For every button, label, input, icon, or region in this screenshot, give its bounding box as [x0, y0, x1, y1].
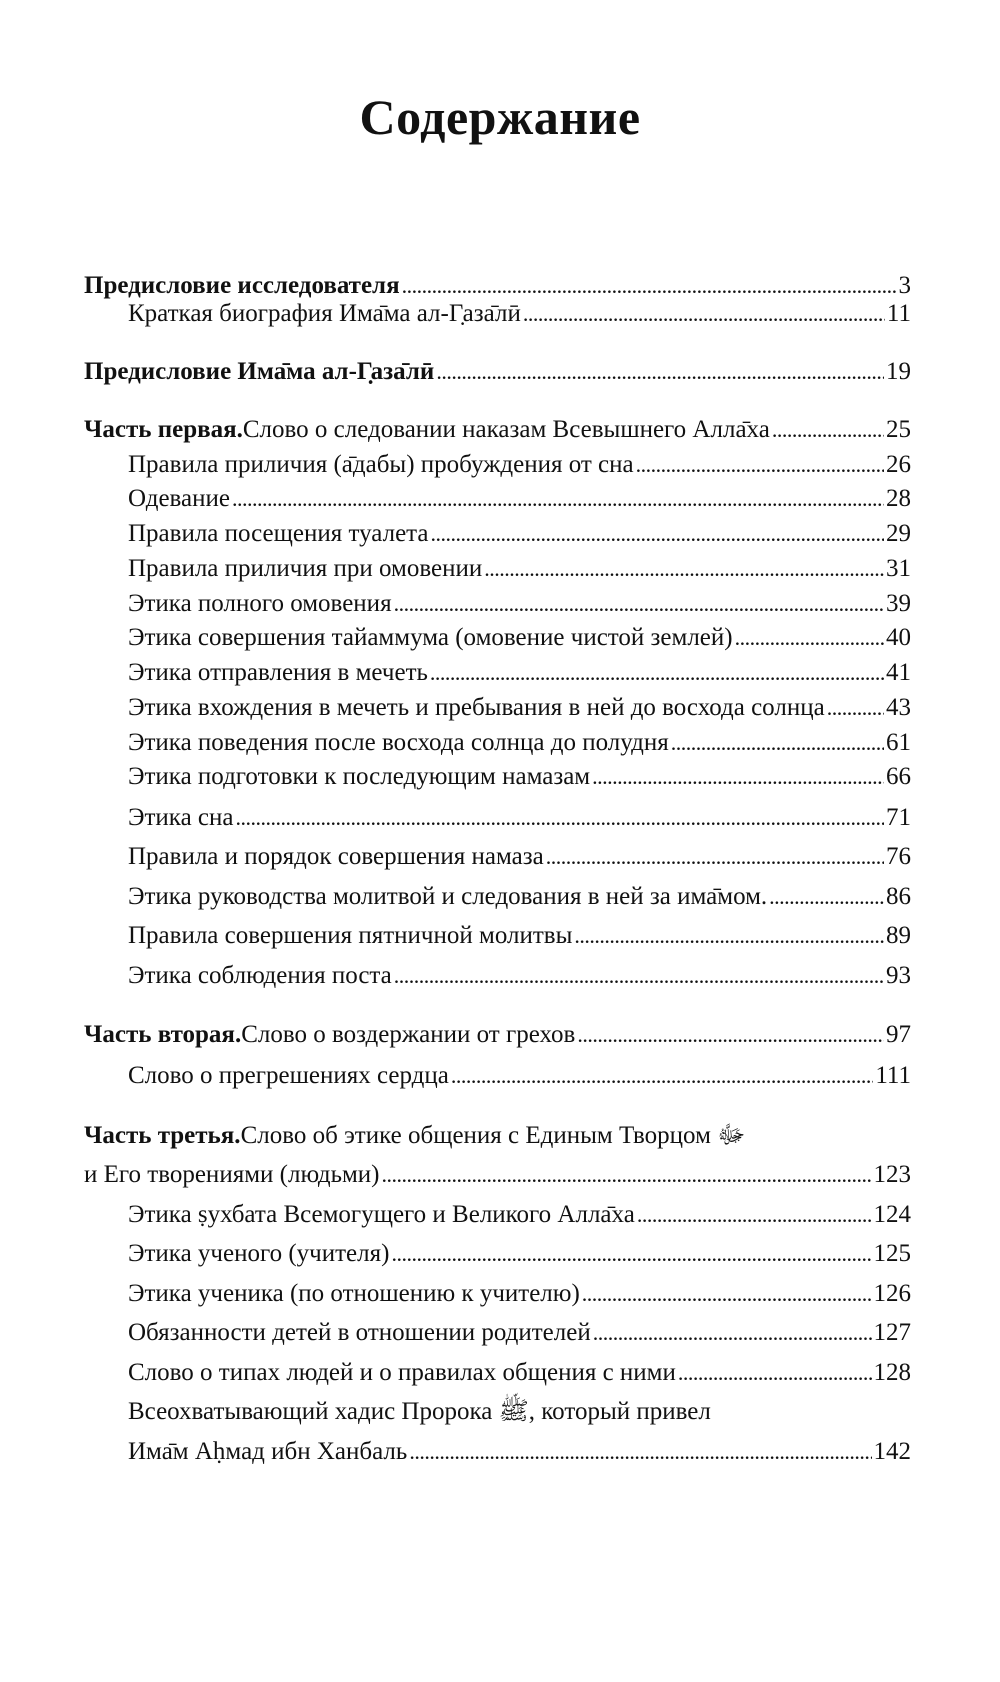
leader-dots: [409, 1434, 871, 1470]
toc-entry-text: Этика поведения после восхода солнца до полудня: [128, 729, 669, 756]
toc-page-number: 26: [886, 451, 911, 478]
toc-entry[interactable]: [84, 586, 911, 622]
toc-entry[interactable]: [84, 447, 911, 483]
leader-dots: [678, 1355, 872, 1391]
toc-entry[interactable]: [84, 879, 911, 915]
leader-dots: [574, 918, 884, 954]
toc-entry-text: Этика совершения тайаммума (омовение чистой землей): [128, 624, 733, 651]
toc-page-number: 124: [873, 1201, 911, 1228]
toc-entry[interactable]: [84, 800, 911, 836]
leader-dots: [382, 1157, 872, 1193]
toc-page-number: 41: [886, 659, 911, 686]
toc-entry-text: Этика полного омовения: [128, 590, 392, 617]
toc-entry[interactable]: [84, 1315, 911, 1351]
toc-entry[interactable]: [84, 1236, 911, 1272]
toc-entry-text: Правила приличия при омовении: [128, 555, 483, 582]
toc-entry-text: Этика сна: [128, 804, 234, 831]
toc-entry[interactable]: [84, 1394, 911, 1430]
toc-page-number: 76: [886, 843, 911, 870]
toc-entry[interactable]: [84, 1434, 911, 1470]
leader-dots: [391, 1236, 871, 1272]
toc-entry-text: Слово о следовании наказам Всевышнего Алла̄ха: [242, 416, 770, 443]
toc-page-number: 123: [873, 1161, 911, 1188]
toc-entry[interactable]: [84, 759, 911, 795]
toc-entry[interactable]: [84, 1197, 911, 1233]
toc-entry[interactable]: [84, 296, 911, 332]
toc-entry-text: Обязанности детей в отношении родителей: [128, 1319, 591, 1346]
toc-page-number: 40: [886, 624, 911, 651]
toc-entry[interactable]: [84, 481, 911, 517]
leader-dots: [236, 800, 885, 836]
toc-entry-text: Слово об этике общения с Единым Творцом ﷻ: [240, 1122, 746, 1149]
toc-entry-text: Этика ṣухбата Всемогущего и Великого Алла̄ха: [128, 1201, 635, 1228]
leader-dots: [232, 481, 884, 517]
toc-page-number: 11: [886, 300, 911, 327]
toc-entry[interactable]: [84, 516, 911, 552]
leader-dots: [769, 879, 884, 915]
toc-page-number: 25: [886, 416, 911, 443]
leader-dots: [546, 839, 884, 875]
toc-entry[interactable]: [84, 620, 911, 656]
toc-entry[interactable]: [84, 551, 911, 587]
toc-page-number: 3: [898, 272, 911, 299]
toc-entry-text: Всеохватывающий хадис Пророка ﷺ, который привел: [128, 1398, 711, 1425]
toc-page-number: 126: [873, 1280, 911, 1307]
toc-page-number: 89: [886, 922, 911, 949]
toc-page-number: 125: [873, 1240, 911, 1267]
toc-entry[interactable]: [84, 839, 911, 875]
toc-page-number: 111: [875, 1062, 911, 1089]
toc-entry-lead: Предисловие исследователя: [84, 272, 400, 299]
toc-entry[interactable]: [84, 1118, 911, 1154]
toc-entry[interactable]: [84, 725, 911, 761]
leader-dots: [735, 620, 884, 656]
toc-entry[interactable]: [84, 958, 911, 994]
leader-dots: [451, 1058, 874, 1094]
toc-entry-lead: Часть вторая.: [84, 1021, 242, 1048]
leader-dots: [592, 759, 884, 795]
toc-page-number: 61: [886, 729, 911, 756]
toc-entry-lead: Часть первая.: [84, 416, 243, 443]
toc-entry-text: и Его творениями (людьми): [84, 1161, 380, 1188]
leader-dots: [436, 354, 884, 390]
toc-entry[interactable]: [84, 1355, 911, 1391]
toc-entry-text: Этика руководства молитвой и следования в ней за има̄мом.: [128, 883, 768, 910]
toc-entry-text: Этика отправления в мечеть: [128, 659, 428, 686]
toc-page-number: 43: [886, 694, 911, 721]
toc-entry-text: Правила и порядок совершения намаза: [128, 843, 544, 870]
toc-entry[interactable]: [84, 690, 911, 726]
toc-entry[interactable]: [84, 918, 911, 954]
leader-dots: [523, 296, 885, 332]
toc-entry-text: Слово о прегрешениях сердца: [128, 1062, 449, 1089]
toc-entry-text: Слово о типах людей и о правилах общения с ними: [128, 1359, 676, 1386]
toc-entry[interactable]: [84, 1058, 911, 1094]
toc-entry-text: Правила посещения туалета: [128, 520, 429, 547]
toc-entry-text: Этика подготовки к последующим намазам: [128, 763, 591, 790]
toc-page-number: 127: [873, 1319, 911, 1346]
leader-dots: [637, 1197, 872, 1233]
leader-dots: [772, 412, 884, 448]
leader-dots: [394, 586, 884, 622]
toc-page-number: 29: [886, 520, 911, 547]
toc-page-number: 71: [886, 804, 911, 831]
leader-dots: [430, 655, 884, 691]
toc-entry[interactable]: [84, 1017, 911, 1053]
page-title: Содержание: [359, 89, 641, 145]
leader-dots: [582, 1276, 872, 1312]
toc-page-number: 142: [873, 1438, 911, 1465]
toc-entry[interactable]: [84, 412, 911, 448]
toc-page-number: 39: [886, 590, 911, 617]
leader-dots: [394, 958, 884, 994]
toc-entry-text: Правила совершения пятничной молитвы: [128, 922, 573, 949]
toc-entry-text: Правила приличия (а̄дабы) пробуждения от сна: [128, 451, 634, 478]
toc-entry-text: Этика вхождения в мечеть и пребывания в ней до восхода солнца: [128, 694, 825, 721]
leader-dots: [636, 447, 884, 483]
leader-dots: [577, 1017, 884, 1053]
leader-dots: [484, 551, 884, 587]
toc-entry-lead: Часть третья.: [84, 1122, 241, 1149]
toc-page-number: 19: [886, 358, 911, 385]
toc-page-number: 28: [886, 485, 911, 512]
toc-page-number: 93: [886, 962, 911, 989]
toc-entry-lead: Предисловие Има̄ма ал-Г̣аза̄лӣ: [84, 358, 435, 385]
toc-page-number: 31: [886, 555, 911, 582]
leader-dots: [431, 516, 885, 552]
leader-dots: [827, 690, 884, 726]
toc-entry-text: Краткая биография Има̄ма ал-Г̣аза̄лӣ: [128, 300, 521, 327]
toc-page-number: 66: [886, 763, 911, 790]
toc-page-number: 97: [886, 1021, 911, 1048]
toc-page-number: 86: [886, 883, 911, 910]
leader-dots: [671, 725, 884, 761]
leader-dots: [593, 1315, 872, 1351]
toc-entry-text: Этика ученика (по отношению к учителю): [128, 1280, 580, 1307]
toc-entry-text: Слово о воздержании от грехов: [241, 1021, 576, 1048]
toc-entry-text: Има̄м Аḥмад ибн Ханбаль: [128, 1438, 408, 1465]
toc-entry-text: Этика соблюдения поста: [128, 962, 392, 989]
toc-entry-text: Одевание: [128, 485, 230, 512]
toc-page-number: 128: [873, 1359, 911, 1386]
toc-entry[interactable]: [84, 1276, 911, 1312]
toc-entry[interactable]: [84, 354, 911, 390]
toc-entry[interactable]: [84, 655, 911, 691]
toc-entry[interactable]: [84, 1157, 911, 1193]
toc-entry-text: Этика ученого (учителя): [128, 1240, 390, 1267]
